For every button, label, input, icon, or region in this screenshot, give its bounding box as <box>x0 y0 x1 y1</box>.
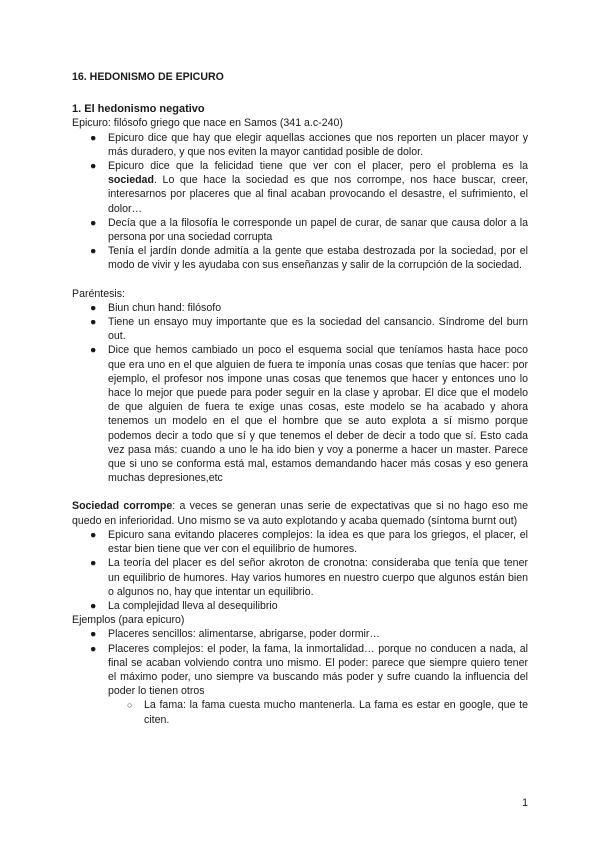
bullet-icon: ● <box>90 642 97 655</box>
list-item: ● Epicuro dice que hay que elegir aquellas acciones que nos reporten un placer mayor y más duradero, y que nos eviten la mayor cantidad posible de dolor. <box>90 131 528 158</box>
bold-term: sociedad <box>108 174 154 187</box>
bullet-icon: ● <box>90 160 97 173</box>
section-intro: Epicuro: filósofo griego que nace en Samos (341 a.c-240) <box>72 117 343 130</box>
list-item: ● Epicuro dice que la felicidad tiene que ver con el placer, pero el problema es la sociedad. Lo que hace la sociedad es que nos corrompe, nos hace buscar, creer, interesarnos por placeres que al final acaban provocando el desastre, el sufrimiento, el dolor… <box>90 160 528 215</box>
bullet-icon: ● <box>90 557 97 570</box>
parentesis-list <box>72 301 528 486</box>
section1-list <box>72 131 528 273</box>
bullet-icon: ● <box>90 131 97 144</box>
bullet-icon: ● <box>90 316 97 329</box>
bullet-icon: ● <box>90 599 97 612</box>
bullet-icon: ● <box>90 344 97 357</box>
ejemplos-sublist <box>72 698 528 726</box>
hollow-bullet-icon: ○ <box>127 700 133 711</box>
document-page <box>72 70 528 727</box>
list-item: ● Placeres sencillos: alimentarse, abrigarse, poder dormir… <box>90 628 381 641</box>
ejemplos-label: Ejemplos (para epicuro) <box>72 614 185 627</box>
list-item: ● Tiene un ensayo muy importante que es la sociedad del cansancio. Síndrome del burn out. <box>90 316 528 343</box>
bullet-icon: ● <box>90 528 97 541</box>
list-item: ● Decía que a la filosofía le corresponde un papel de curar, de sanar que causa dolor a la persona por una sociedad corrupta <box>90 216 528 244</box>
document-title: 16. HEDONISMO DE EPICURO <box>72 71 224 83</box>
sociedad-list <box>72 528 528 613</box>
list-item: ● Tenía el jardín donde admitía a la gente que estaba destrozada por la sociedad, por el modo de vivir y les ayudaba con sus enseñanzas y salir de la corrupción de la sociedad. <box>90 245 528 272</box>
page-number: 1 <box>522 797 528 809</box>
bullet-icon: ● <box>90 628 97 641</box>
list-item: ● La complejidad lleva al desequilibrio <box>90 599 278 612</box>
ejemplos-list <box>72 627 528 698</box>
list-item: ● Epicuro sana evitando placeres complejos: la idea es que para los griegos, el placer, el estar bien tiene que ver con el equilibrio de humores. <box>90 528 528 556</box>
list-item: ● Dice que hemos cambiado un poco el esquema social que teníamos hasta hace poco que era uno en el que alguien de fuera te imponía unas cosas que tenías que hacer: por ejemplo, el profesor nos impone unas cosas que tenemos que hacer y entonces uno lo hace lo mejor que puede para poder seguir en la clase y aprobar. El dice que el modelo de que alguien de fuera te exige unas cosas, este modelo se ha acabado y ahora tenemos un modelo en el que el hombre que se auto explota a sí mismo porque podemos decir a todo que sí y que tenemos el deber de decir a todo que sí. Esto cada vez pasa más: cuando a uno le ha ido bien y voy a ponerme a hacer un master. Parece que si uno se conforma está mal, estamos demandando hacer más cosas y eso genera muchas depresiones,etc <box>90 344 528 485</box>
bold-term: Sociedad corrompe <box>72 500 173 513</box>
bullet-icon: ● <box>90 216 97 229</box>
list-item: ○ La fama: la fama cuesta mucho mantenerla. La fama es estar en google, que te citen. <box>127 699 528 726</box>
list-item: ● Placeres complejos: el poder, la fama, la inmortalidad… porque no conducen a nada, al final se acaban volviendo contra uno mismo. El poder: parece que siempre quiero tener el máximo poder, uno siempre va buscando más poder y sufre cuando la influencia del poder lo tienen otros <box>90 642 528 698</box>
bullet-icon: ● <box>90 245 97 258</box>
section-heading: 1. El hedonismo negativo <box>72 103 205 116</box>
sociedad-paragraph: Sociedad corrompe: a veces se generan unas serie de expectativas que si no hago eso me quedo en inferioridad. Uno mismo se va auto explotando y acaba quemado (síntoma burnt out) <box>72 500 529 527</box>
list-item: ● Biun chun hand: filósofo <box>90 301 222 314</box>
bullet-icon: ● <box>90 301 97 314</box>
parentesis-label: Paréntesis: <box>72 287 125 300</box>
list-item: ● La teoría del placer es del señor akroton de cronotna: consideraba que tenía que tener un equilibrio de humores. Hay varios humores en nuestro cuerpo que algunos están bien o algunos no, hay que intentar un equilibrio. <box>90 557 528 598</box>
